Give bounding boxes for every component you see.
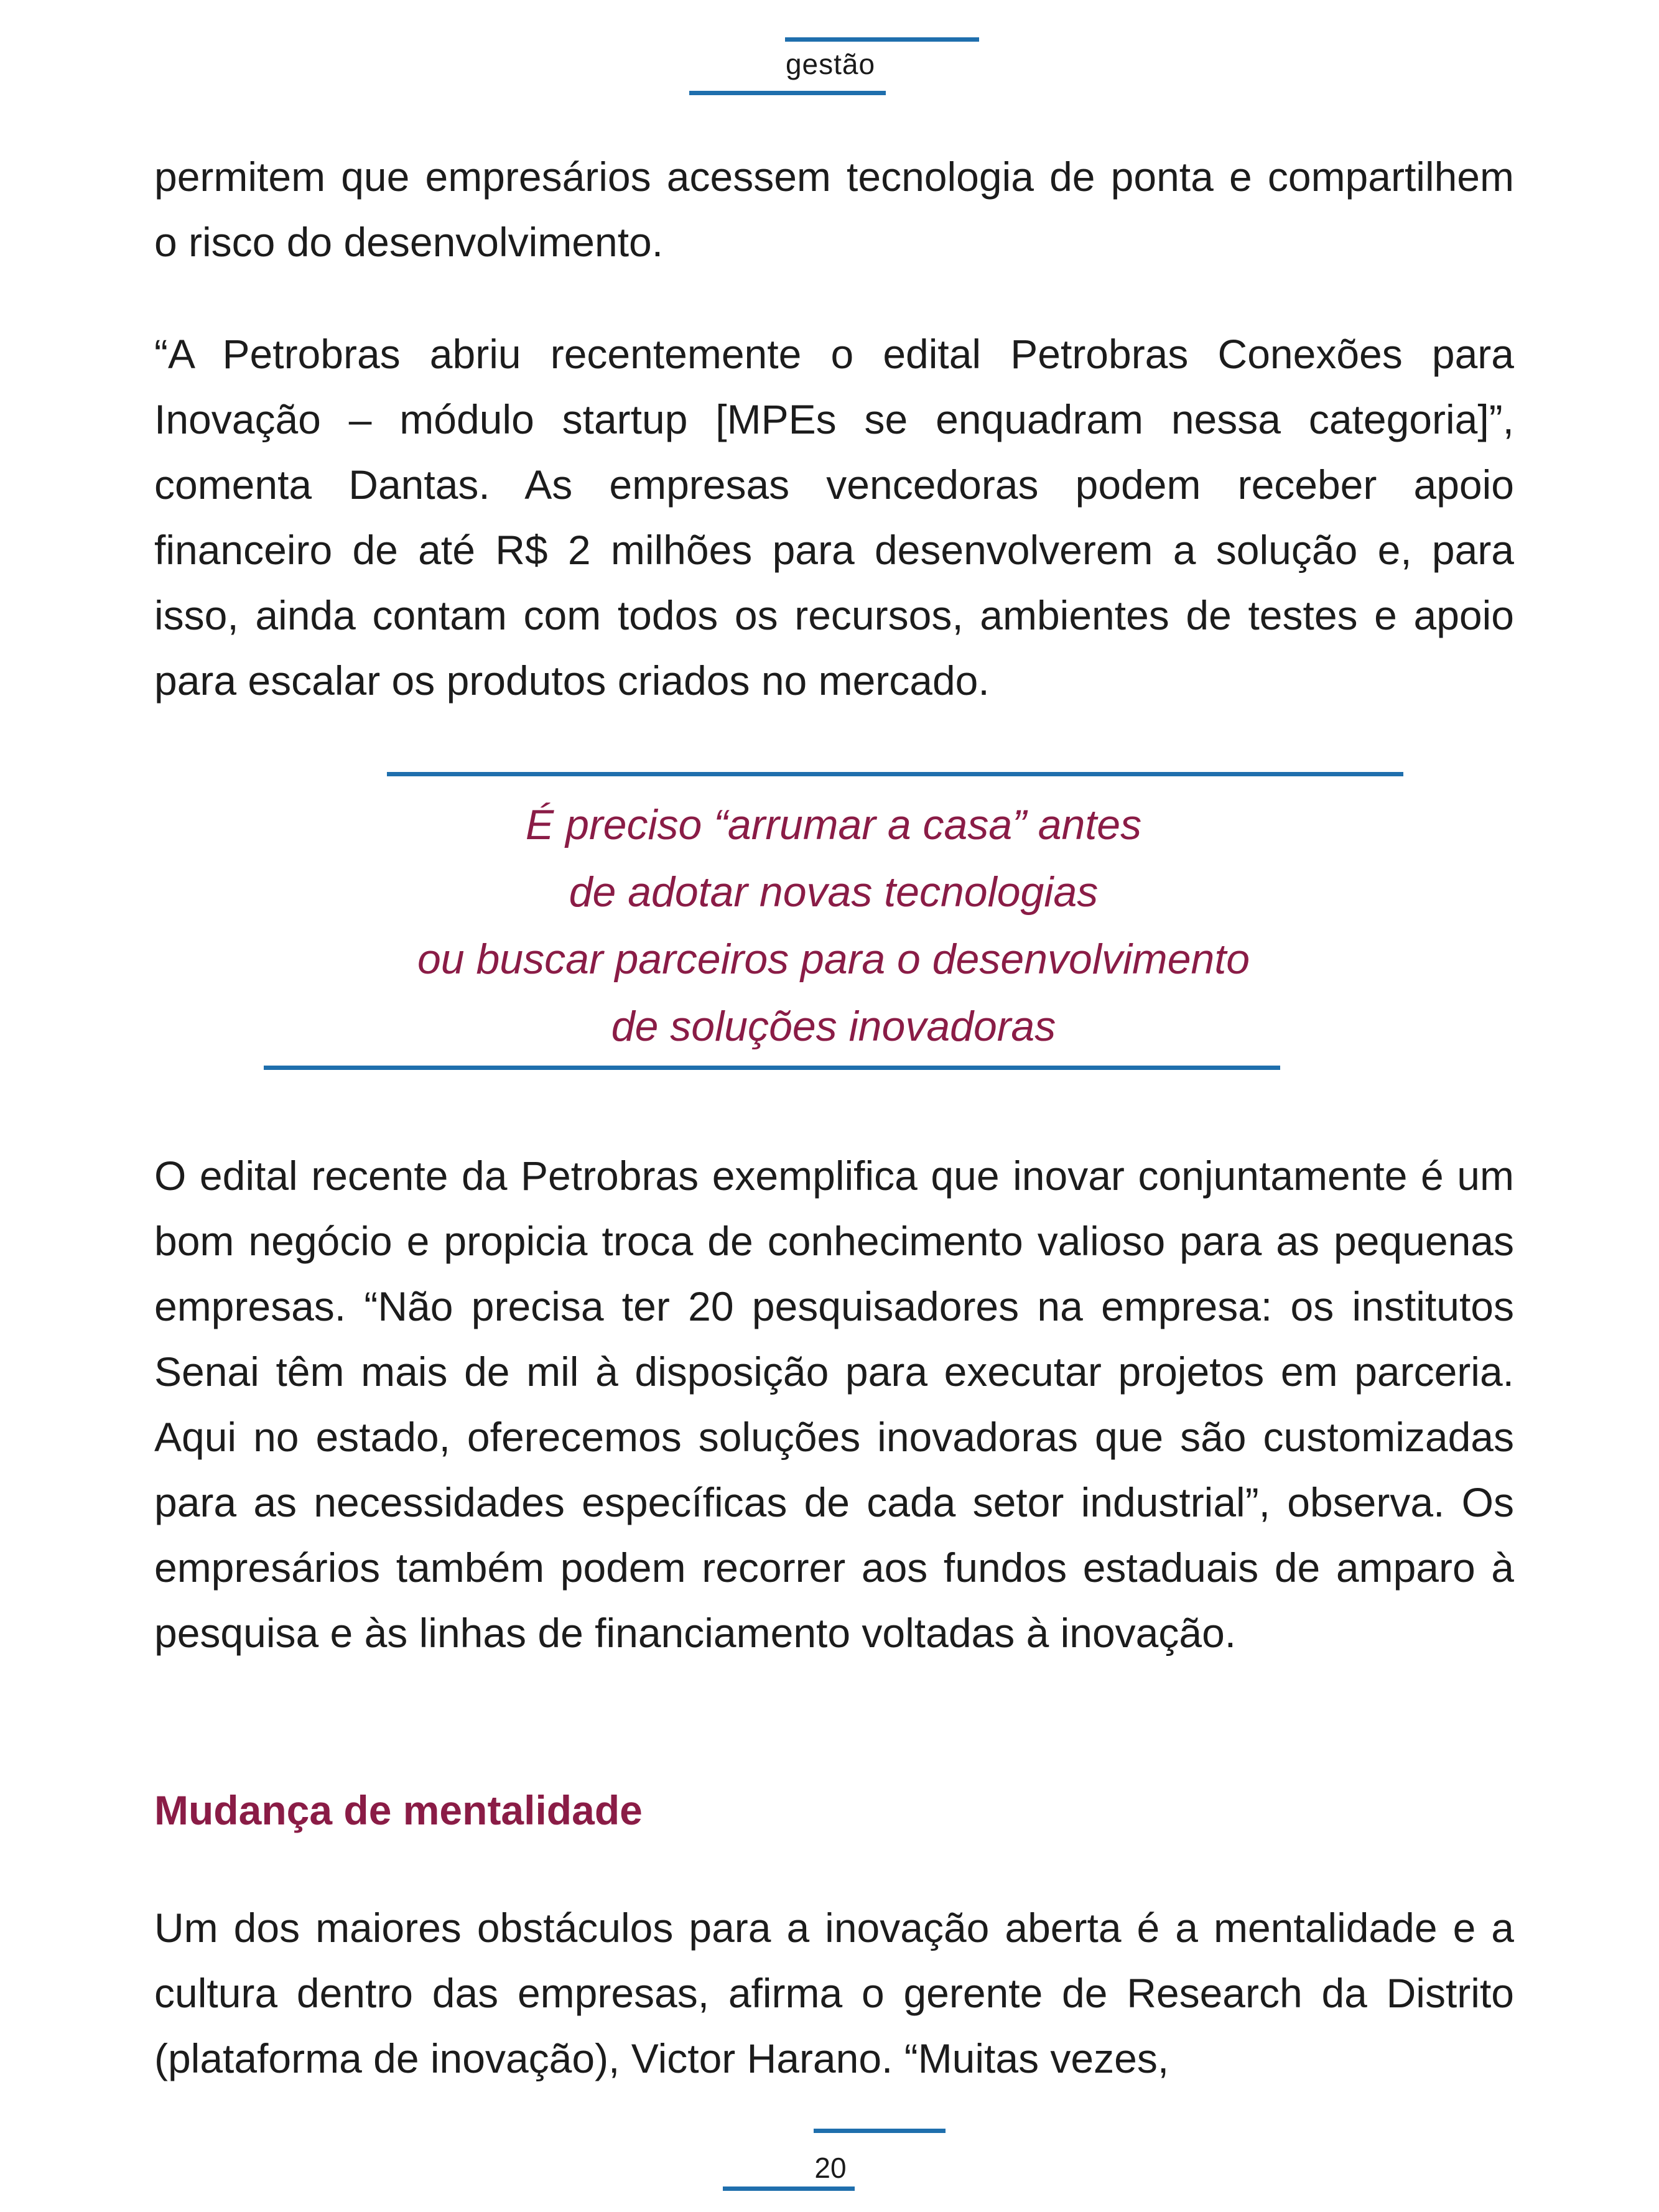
pull-quote-line: de soluções inovadoras [611, 1003, 1056, 1050]
header-rule-top [785, 37, 979, 42]
header-rule-bottom [689, 91, 886, 95]
pull-quote-line: ou buscar parceiros para o desenvolvimento [417, 936, 1250, 983]
pull-quote [267, 791, 1400, 1060]
body-paragraph-1: permitem que empresários acessem tecnologia de ponta e compartilhem o risco do desenvolvimento. [154, 154, 1514, 265]
body-paragraph-3: O edital recente da Petrobras exemplifica que inovar conjuntamente é um bom negócio e propicia troca de conhecimento valioso para as pequenas empresas. “Não precisa ter 20 pesquisadores na empresa: os institutos Senai têm mais de mil à disposição para executar projetos em parceria. Aqui no estado, oferecemos soluções inovadoras que são customizadas para as necessidades específicas de cada setor industrial”, observa. Os empresários também podem recorrer aos fundos estaduais de amparo à pesquisa e às linhas de financiamento voltadas à inovação. [154, 1153, 1514, 1656]
body-paragraph-2: “A Petrobras abriu recentemente o edital Petrobras Conexões para Inovação – módulo startup [MPEs se enquadram nessa categoria]”, comenta Dantas. As empresas vencedoras podem receber apoio financeiro de até R$ 2 milhões para desenvolverem a solução e, para isso, ainda contam com todos os recursos, ambientes de testes e apoio para escalar os produtos criados no mercado. [154, 331, 1514, 704]
footer-rule-top [814, 2129, 946, 2133]
pullquote-rule-bottom [264, 1066, 1280, 1070]
page-number: 20 [814, 2152, 847, 2184]
section-label: gestão [785, 48, 876, 80]
pullquote-rule-top [387, 772, 1403, 776]
body-paragraph-4: Um dos maiores obstáculos para a inovação aberta é a mentalidade e a cultura dentro das empresas, afirma o gerente de Research da Distrito (plataforma de inovação), Victor Harano. “Muitas vezes, [154, 1905, 1514, 2081]
pull-quote-line: de adotar novas tecnologias [569, 868, 1099, 916]
footer-rule-bottom [723, 2186, 855, 2191]
pull-quote-line: É preciso “arrumar a casa” antes [525, 801, 1142, 848]
section-subheading: Mudança de mentalidade [154, 1787, 643, 1833]
